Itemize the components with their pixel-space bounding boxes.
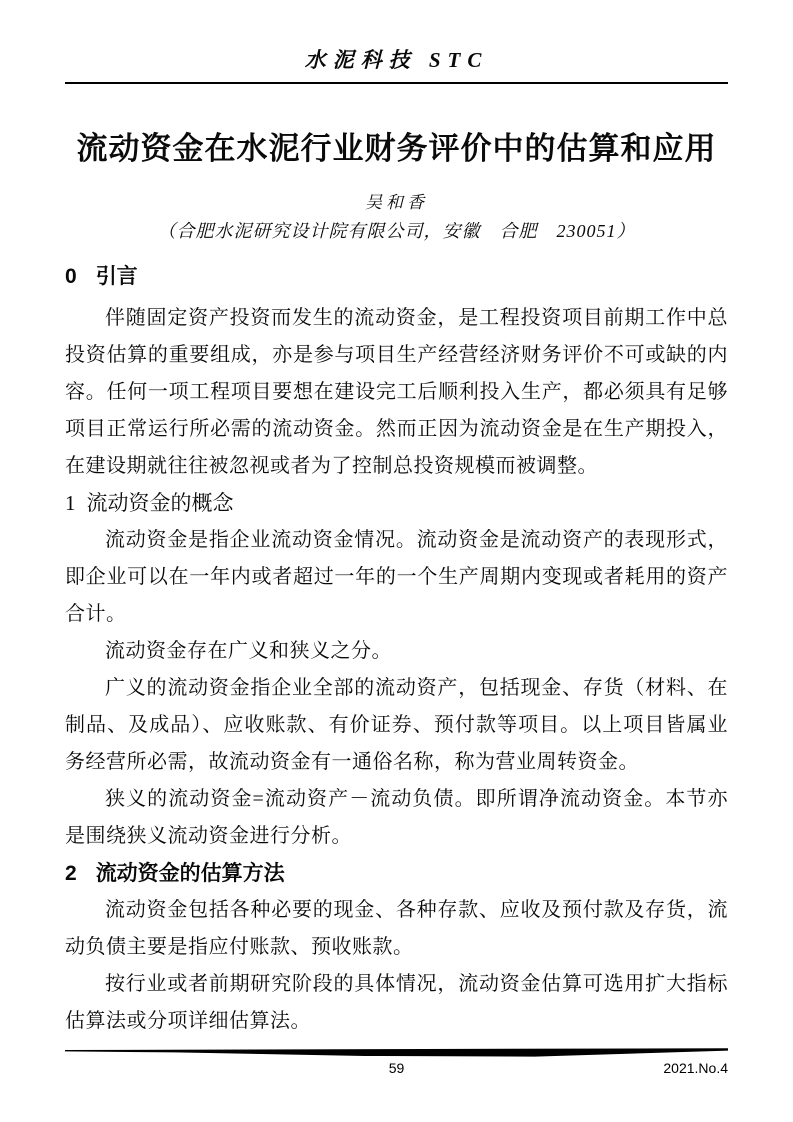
section-heading-text: 引言: [95, 265, 138, 288]
page-number: 59: [388, 1060, 405, 1076]
section-number: 0: [65, 265, 77, 288]
section-heading-concept: [65, 485, 728, 522]
paragraph: 伴随固定资产投资而发生的流动资金，是工程投资项目前期工作中总投资估算的重要组成，亦是参与项目生产经营经济财务评价不可或缺的内容。任何一项工程项目要想在建设完工后顺利投入生产，都必须具有足够项目正常运行所必需的流动资金。然而正因为流动资金是在生产期投入，在建设期就往往被忽视或者为了控制总投资规模而被调整。: [65, 307, 728, 477]
page-footer: [65, 1047, 728, 1077]
journal-title: 水泥科技 STC: [304, 48, 489, 72]
paragraph: 流动资金是指企业流动资金情况。流动资金是流动资产的表现形式，即企业可以在一年内或者超过一年的一个生产周期内变现或者耗用的资产合计。: [65, 529, 728, 625]
paragraph: 狭义的流动资金=流动资产－流动负债。即所谓净流动资金。本节亦是围绕狭义流动资金进行分析。: [65, 788, 728, 847]
paragraph: 流动资金存在广义和狭义之分。: [105, 640, 392, 662]
footer-tapered-rule: [65, 1047, 728, 1058]
paragraph: 按行业或者前期研究阶段的具体情况，流动资金估算可选用扩大指标估算法或分项详细估算法。: [65, 973, 728, 1032]
footer-row: [65, 1059, 728, 1077]
paragraph: 流动资金包括各种必要的现金、各种存款、应收及预付款及存货，流动负债主要是指应付账款、预收账款。: [65, 899, 728, 958]
article-title: 流动资金在水泥行业财务评价中的估算和应用: [76, 131, 717, 166]
header-rule: [65, 82, 728, 84]
section-number: 1: [65, 491, 76, 515]
issue-label: 2021.No.4: [663, 1060, 728, 1076]
section-number: 2: [65, 862, 77, 885]
section-heading-introduction: [65, 262, 728, 292]
section-heading-estimation-methods: [65, 855, 728, 892]
author-name: 吴和香: [365, 193, 428, 212]
author-affiliation: （合肥水泥研究设计院有限公司，安徽 合肥 230051）: [157, 221, 636, 241]
paragraph: 广义的流动资金指企业全部的流动资产，包括现金、存货（材料、在制品、及成品）、应收账款、有价证券、预付款等项目。以上项目皆属业务经营所必需，故流动资金有一通俗名称，称为营业周转资金。: [65, 677, 728, 773]
section-heading-text: 流动资金的概念: [86, 491, 234, 515]
section-heading-text: 流动资金的估算方法: [95, 862, 285, 885]
